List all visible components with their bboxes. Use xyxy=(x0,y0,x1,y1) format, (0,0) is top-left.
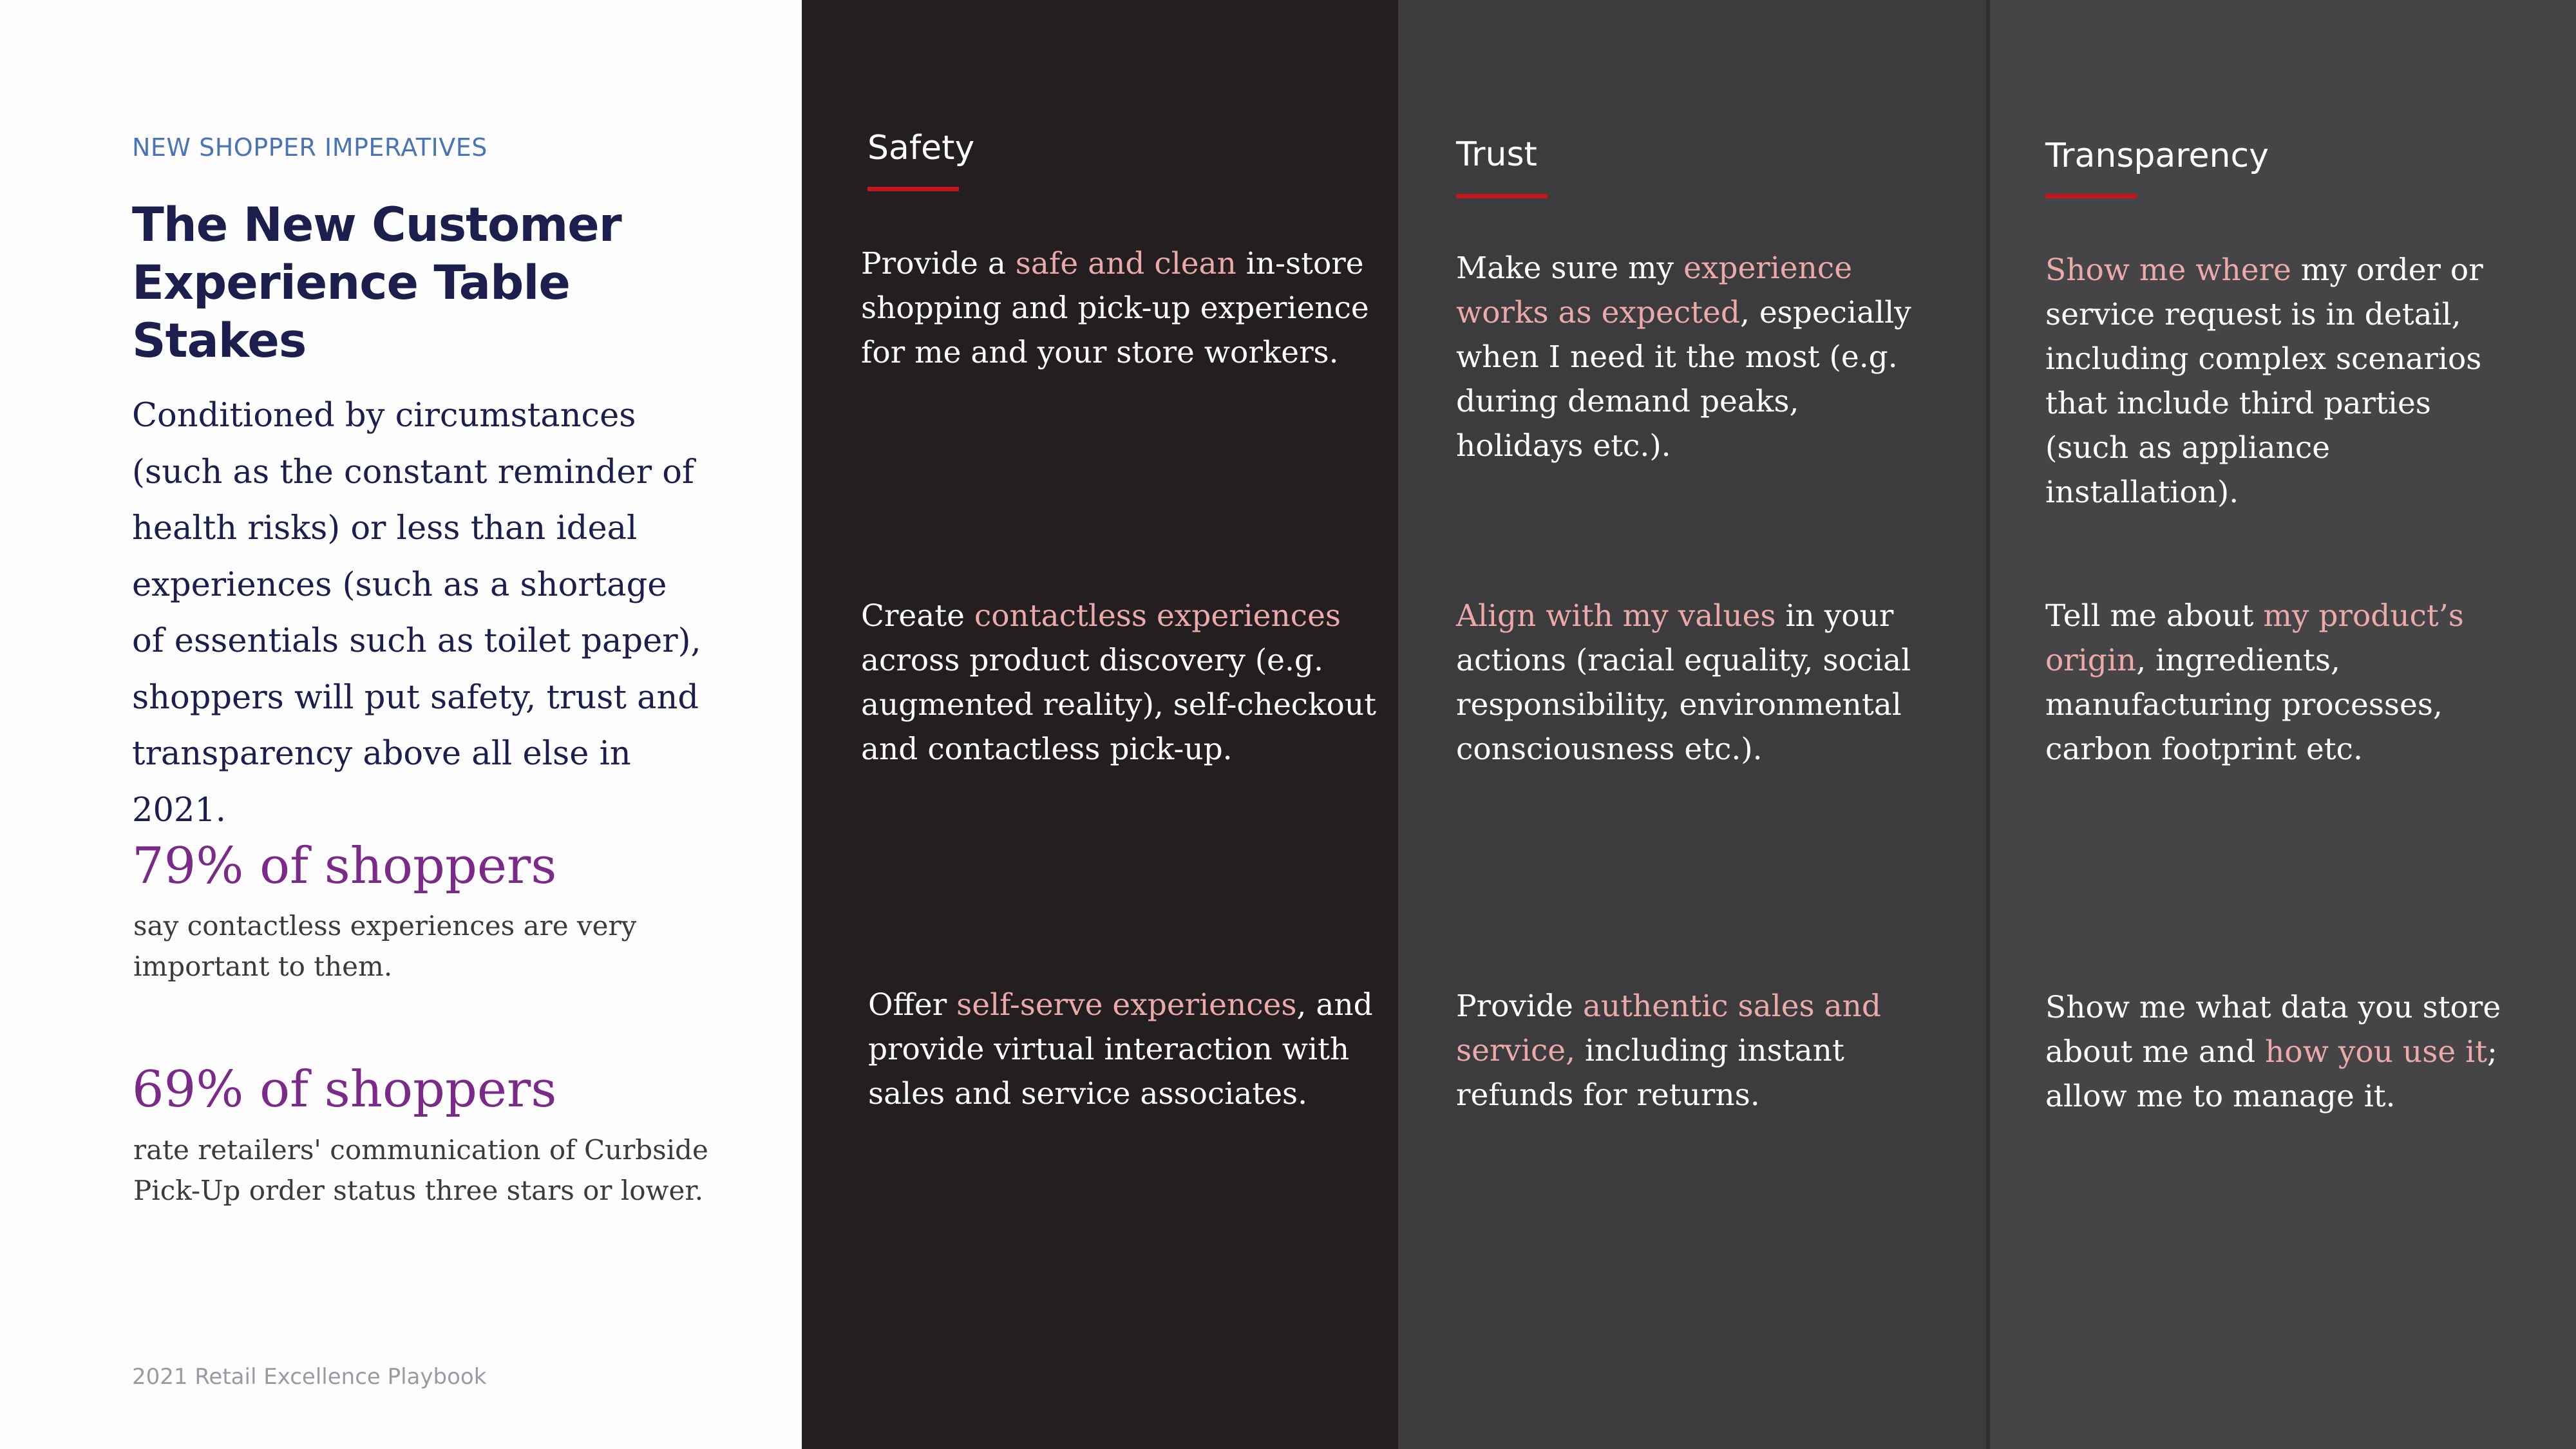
stat-value: 79% of shoppers xyxy=(132,837,557,895)
left-panel xyxy=(0,0,802,1449)
heading-underline xyxy=(2045,194,2137,198)
stat-description: rate retailers' communication of Curbside Pick-Up order status three stars or lower. xyxy=(133,1134,708,1206)
heading-underline xyxy=(1456,194,1548,198)
imperative-cell: Offer self-serve experiences, and provide virtual interaction with sales and service associates. xyxy=(868,987,1373,1112)
imperative-cell: Show me where my order or service request is in detail, including complex scenarios that include third parties (such as appliance installation). xyxy=(2045,252,2483,510)
intro-paragraph: Conditioned by circumstances (such as the constant reminder of health risks) or less than ideal experiences (such as a shortage of essentials such as toilet paper), shoppers will put safety, trust and transparency above all else in 2021. xyxy=(132,397,701,829)
safety-column xyxy=(802,0,1398,1449)
imperative-cell: Tell me about my product’s origin, ingredients, manufacturing processes, carbon footprint etc. xyxy=(2045,598,2464,767)
heading-underline xyxy=(867,187,959,191)
section-eyebrow: NEW SHOPPER IMPERATIVES xyxy=(132,133,488,162)
imperative-cell: Make sure my experience works as expected, especially when I need it the most (e.g. during demand peaks, holidays etc.). xyxy=(1456,251,1911,464)
imperative-cell: Create contactless experiences across product discovery (e.g. augmented reality), self-checkout and contactless pick-up. xyxy=(861,598,1377,767)
page-title: The New Customer Experience Table Stakes xyxy=(132,198,621,368)
imperative-cell: Provide authentic sales and service, including instant refunds for returns. xyxy=(1456,989,1881,1113)
stat-value: 69% of shoppers xyxy=(132,1061,557,1119)
column-heading: Trust xyxy=(1456,135,1537,174)
trust-column xyxy=(1398,0,1986,1449)
transparency-column xyxy=(1990,0,2576,1449)
stat-description: say contactless experiences are very important to them. xyxy=(133,910,637,982)
footer-text: 2021 Retail Excellence Playbook xyxy=(132,1364,487,1390)
column-heading: Safety xyxy=(867,129,975,167)
column-heading: Transparency xyxy=(2045,137,2269,175)
imperative-cell: Provide a safe and clean in-store shopping and pick-up experience for me and your store workers. xyxy=(861,246,1369,370)
imperative-cell: Show me what data you store about me and how you use it; allow me to manage it. xyxy=(2045,990,2501,1114)
imperative-cell: Align with my values in your actions (racial equality, social responsibility, environmental consciousness etc.). xyxy=(1456,598,1911,767)
